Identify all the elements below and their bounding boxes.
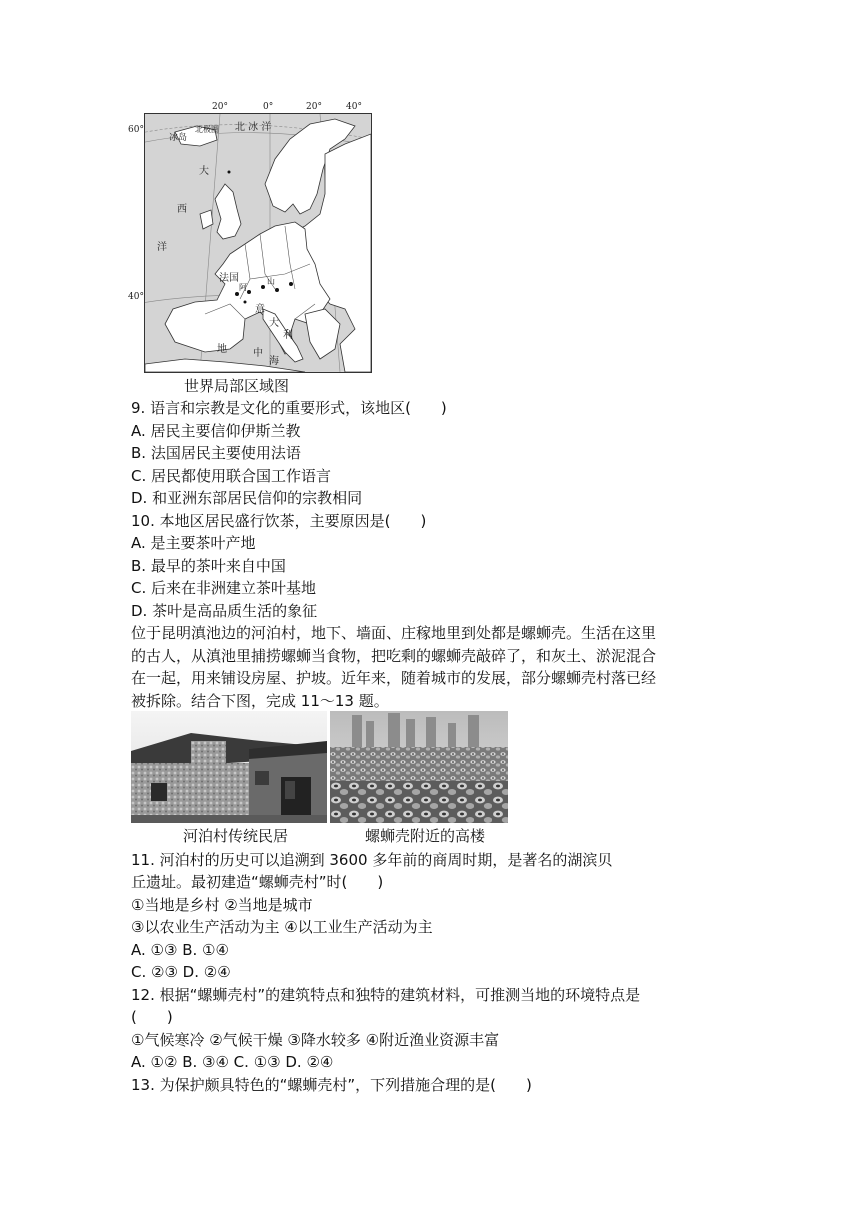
map-graphic <box>145 114 371 372</box>
label-france: 法国 <box>219 273 239 284</box>
lat-label-40: 40° <box>128 292 144 302</box>
label-atlantic-3: 洋 <box>157 242 167 253</box>
q12-options: ①气候寒冷 ②气候干燥 ③降水较多 ④附近渔业资源丰富 <box>131 1031 500 1049</box>
label-med-1: 地 <box>217 344 227 355</box>
q10-option-d: D. 茶叶是高品质生活的象征 <box>131 602 318 620</box>
label-arctic-ocean: 北 冰 洋 <box>235 122 272 133</box>
passage-line: 被拆除。结合下图，完成 11～13 题。 <box>131 691 389 710</box>
q9-option-b: B. 法国居民主要使用法语 <box>131 444 301 462</box>
q11-answers-line1: A. ①③ B. ①④ <box>131 941 229 959</box>
label-arctic-circle: 北极圈 <box>195 125 219 134</box>
label-italy-2: 大 <box>269 318 279 329</box>
q11-answers-line2: C. ②③ D. ②④ <box>131 963 231 981</box>
passage-paragraph <box>131 622 731 712</box>
label-italy-3: 利 <box>283 330 293 341</box>
q9-option-a: A. 居民主要信仰伊斯兰教 <box>131 422 301 440</box>
q11-stem-line2: 丘遗址。最初建造“螺蛳壳村”时( ) <box>131 873 384 891</box>
label-mountains: 山 <box>267 277 275 286</box>
europe-map-figure <box>128 100 378 375</box>
q12-answers: A. ①② B. ③④ C. ①③ D. ②④ <box>131 1053 334 1071</box>
label-iceland: 冰岛 <box>169 133 188 143</box>
label-atlantic-1: 大 <box>199 166 209 177</box>
traditional-house-photo <box>131 711 327 823</box>
map-caption: 世界局部区域图 <box>184 377 290 395</box>
label-med-3: 海 <box>269 356 279 367</box>
q11-options-line1: ①当地是乡村 ②当地是城市 <box>131 896 313 914</box>
passage-line: 在一起，用来铺设房屋、护坡。近年来，随着城市的发展，部分螺蛳壳村落已经 <box>131 669 657 687</box>
q12-stem-line2: ( ) <box>131 1008 173 1026</box>
q10-stem: 10. 本地区居民盛行饮茶，主要原因是( ) <box>131 512 427 530</box>
lon-label-40e: 40° <box>346 102 362 112</box>
lat-label-60: 60° <box>128 125 144 135</box>
q11-stem-line1: 11. 河泊村的历史可以追溯到 3600 多年前的商周时期，是著名的湖滨贝 <box>131 851 613 869</box>
label-med-2: 中 <box>253 348 263 359</box>
q10-option-b: B. 最早的茶叶来自中国 <box>131 557 286 575</box>
continent-shape <box>165 222 330 354</box>
label-alps: 阿 <box>239 283 247 292</box>
lon-label-20w: 20° <box>212 102 228 112</box>
shells-and-towers-photo <box>330 711 508 823</box>
q10-option-a: A. 是主要茶叶产地 <box>131 534 256 552</box>
q11-options-line2: ③以农业生产活动为主 ④以工业生产活动为主 <box>131 918 433 936</box>
map-canvas <box>144 113 372 373</box>
lon-label-0: 0° <box>263 102 274 112</box>
passage-line: 的古人，从滇池里捕捞螺蛳当食物，把吃剩的螺蛳壳敲碎了，和灰土、淤泥混合 <box>131 646 657 665</box>
balkans-shape <box>305 309 340 359</box>
left-photo-caption: 河泊村传统民居 <box>183 827 289 845</box>
q12-stem-line1: 12. 根据“螺蛳壳村”的建筑特点和独特的建筑材料，可推测当地的环境特点是 <box>131 986 641 1004</box>
q9-stem: 9. 语言和宗教是文化的重要形式，该地区( ) <box>131 399 447 417</box>
q9-option-c: C. 居民都使用联合国工作语言 <box>131 467 332 485</box>
q10-option-c: C. 后来在非洲建立茶叶基地 <box>131 579 317 597</box>
africa-coast-shape <box>145 359 305 372</box>
right-photo-caption: 螺蛳壳附近的高楼 <box>365 827 486 845</box>
q9-option-d: D. 和亚洲东部居民信仰的宗教相同 <box>131 489 363 507</box>
label-atlantic-2: 西 <box>177 204 187 215</box>
q13-stem: 13. 为保护颇具特色的“螺蛳壳村”，下列措施合理的是( ) <box>131 1076 532 1094</box>
label-italy-1: 意 <box>255 304 265 315</box>
britain-shape <box>215 184 241 239</box>
passage-line: 位于昆明滇池边的河泊村，地下、墙面、庄稼地里到处都是螺蛳壳。生活在这里 <box>131 624 657 642</box>
lon-label-20e: 20° <box>306 102 322 112</box>
